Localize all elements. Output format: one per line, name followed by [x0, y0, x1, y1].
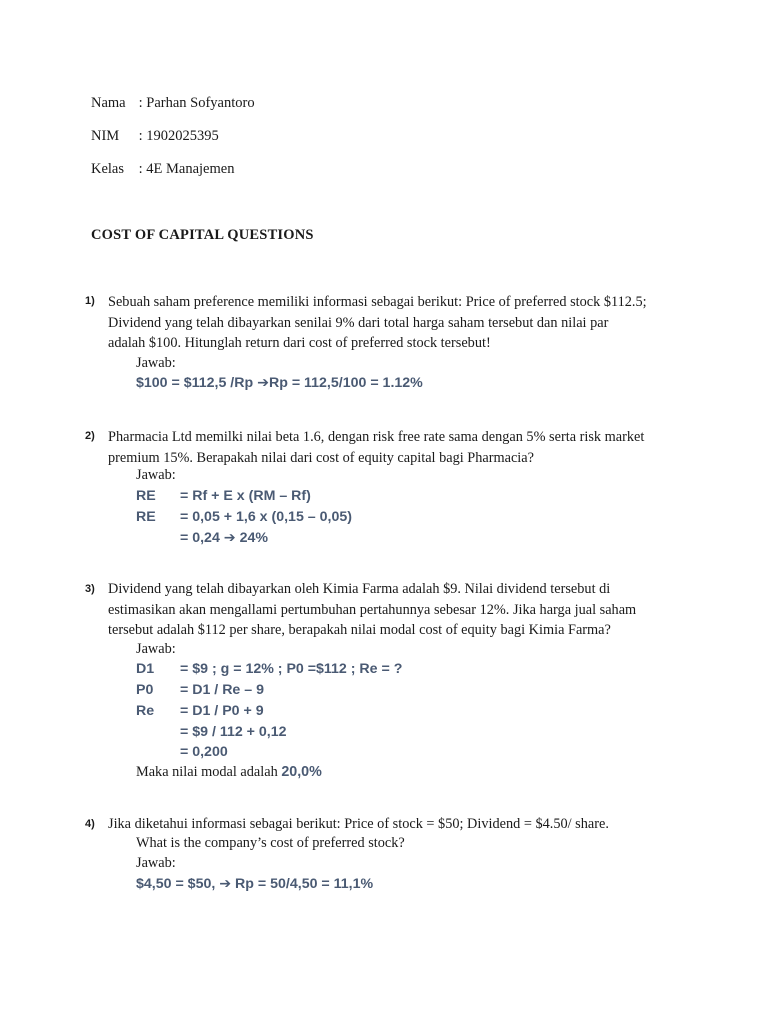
question-1-line-2: Dividend yang telah dibayarkan senilai 9% dari total harga saham tersebut dan nilai par: [108, 314, 609, 331]
question-2-jawab: Jawab:: [136, 467, 176, 483]
question-3-conclusion: [136, 764, 322, 781]
question-3-jawab: Jawab:: [136, 641, 176, 657]
question-1-jawab: Jawab:: [136, 355, 176, 371]
question-3-line-1: Dividend yang telah dibayarkan oleh Kimia Farma adalah $9. Nilai dividend tersebut di: [108, 581, 611, 597]
question-2-step-3-expr: = 0,24 ➔ 24%: [180, 530, 269, 546]
question-3-step-2-label: P0: [136, 682, 154, 698]
question-3-line-2: estimasikan akan mengallami pertumbuhan pertahunnya sebesar 12%. Jika harga jual saham: [108, 601, 637, 618]
question-2-number: 2): [85, 430, 95, 442]
question-3-step-2-expr: = D1 / Re – 9: [180, 682, 264, 698]
class-value: : 4E Manajemen: [138, 161, 235, 177]
question-3-text: [108, 579, 677, 641]
question-4-text: [108, 814, 677, 835]
question-4-line-1: Jika diketahui informasi sebagai berikut: Price of stock = $50; Dividend = $4.50/ share.: [108, 816, 609, 832]
question-3-step-1-label: D1: [136, 661, 155, 677]
question-1-line-3: adalah $100. Hitunglah return dari cost of preferred stock tersebut!: [108, 335, 491, 352]
nim-label: NIM: [91, 128, 120, 144]
question-3-step-5-expr: = 0,200: [180, 744, 228, 760]
question-3-conclusion-value: 20,0%: [281, 764, 322, 780]
question-2-line-2: premium 15%. Berapakah nilai dari cost of equity capital bagi Pharmacia?: [108, 449, 534, 466]
question-2-step-2-label: RE: [136, 509, 156, 525]
question-3-step-1-expr: = $9 ; g = 12% ; P0 =$112 ; Re = ?: [180, 661, 403, 677]
question-1-line-1: Sebuah saham preference memiliki informasi sebagai berikut: Price of preferred stock $112.5;: [108, 294, 647, 310]
question-2-step-1-expr: = Rf + E x (RM – Rf): [180, 488, 311, 504]
nim-value: : 1902025395: [138, 128, 219, 144]
question-4-question-line: What is the company’s cost of preferred stock?: [136, 835, 405, 851]
class-label: Kelas: [91, 161, 125, 177]
question-1-text: [108, 292, 677, 354]
question-3-number: 3): [85, 583, 95, 595]
name-label: Nama: [91, 95, 126, 111]
question-3-conclusion-text: Maka nilai modal adalah: [136, 764, 282, 780]
question-3-step-4-expr: = $9 / 112 + 0,12: [180, 724, 287, 740]
question-4-jawab: Jawab:: [136, 855, 176, 871]
student-name-row: [91, 95, 255, 112]
student-class-row: [91, 161, 234, 178]
question-4-number: 4): [85, 818, 95, 830]
question-2-line-1: Pharmacia Ltd memilki nilai beta 1.6, dengan risk free rate sama dengan 5% serta risk market: [108, 429, 645, 445]
question-2-step-2-expr: = 0,05 + 1,6 x (0,15 – 0,05): [180, 509, 352, 525]
question-3-line-3: tersebut adalah $112 per share, berapakah nilai modal cost of equity bagi Kimia Farma?: [108, 622, 611, 639]
question-3-step-3-label: Re: [136, 703, 155, 719]
student-nim-row: [91, 128, 219, 145]
question-2-step-1-label: RE: [136, 488, 156, 504]
question-2-text: [108, 427, 677, 468]
page-title: COST OF CAPITAL QUESTIONS: [91, 227, 314, 243]
name-value: : Parhan Sofyantoro: [138, 95, 255, 111]
question-3-step-3-expr: = D1 / P0 + 9: [180, 703, 264, 719]
question-1-answer: $100 = $112,5 /Rp ➔Rp = 112,5/100 = 1.12%: [136, 375, 423, 391]
question-4-answer: $4,50 = $50, ➔ Rp = 50/4,50 = 11,1%: [136, 876, 374, 892]
question-1-number: 1): [85, 295, 95, 307]
